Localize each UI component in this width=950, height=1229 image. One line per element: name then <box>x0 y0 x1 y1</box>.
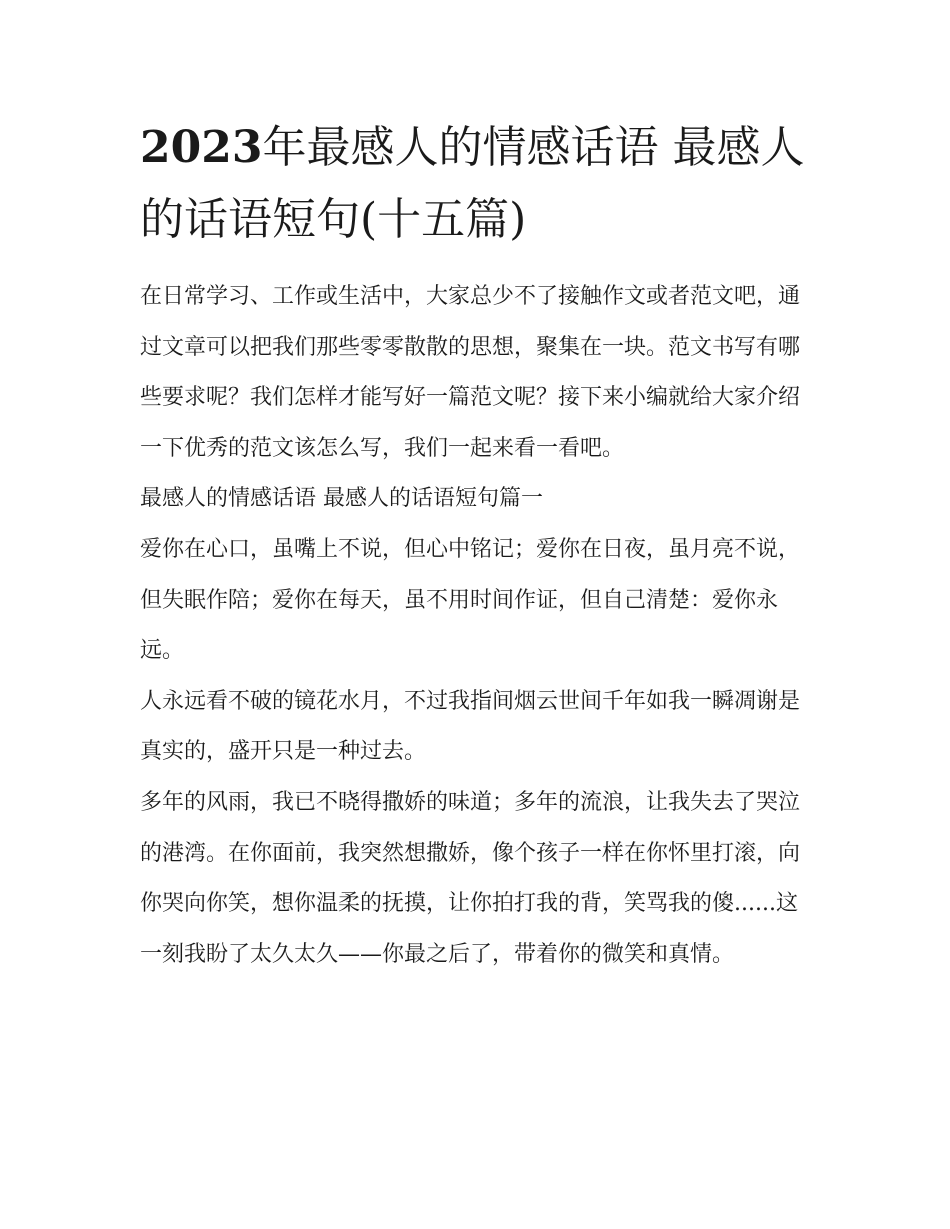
document-body <box>140 272 812 980</box>
document-page <box>140 112 812 980</box>
body-paragraph: 人永远看不破的镜花水月，不过我指间烟云世间千年如我一瞬凋谢是真实的，盛开只是一种过去。 <box>140 688 801 765</box>
title-year: 2023 <box>140 122 263 173</box>
section-heading: 最感人的情感话语 最感人的话语短句篇一 <box>140 486 543 512</box>
intro-paragraph: 在日常学习、工作或生活中，大家总少不了接触作文或者范文吧，通过文章可以把我们那些零零散散的思想，聚集在一块。范文书写有哪些要求呢？我们怎样才能写好一篇范文呢？接下来小编就给大家介绍一下优秀的范文该怎么写，我们一起来看一看吧。 <box>140 284 801 461</box>
body-paragraph: 爱你在心口，虽嘴上不说，但心中铭记；爱你在日夜，虽月亮不说，但失眠作陪；爱你在每天，虽不用时间作证，但自己清楚：爱你永远。 <box>140 536 801 664</box>
document-title <box>140 112 812 256</box>
title-text: 年最感人的情感话语 最感人的话语短句(十五篇) <box>140 122 805 245</box>
body-paragraph: 多年的风雨，我已不晓得撒娇的味道；多年的流浪，让我失去了哭泣的港湾。在你面前，我突然想撒娇，像个孩子一样在你怀里打滚，向你哭向你笑，想你温柔的抚摸，让你拍打我的背，笑骂我的傻......这一刻我盼了太久太久——你最之后了，带着你的微笑和真情。 <box>140 789 801 967</box>
